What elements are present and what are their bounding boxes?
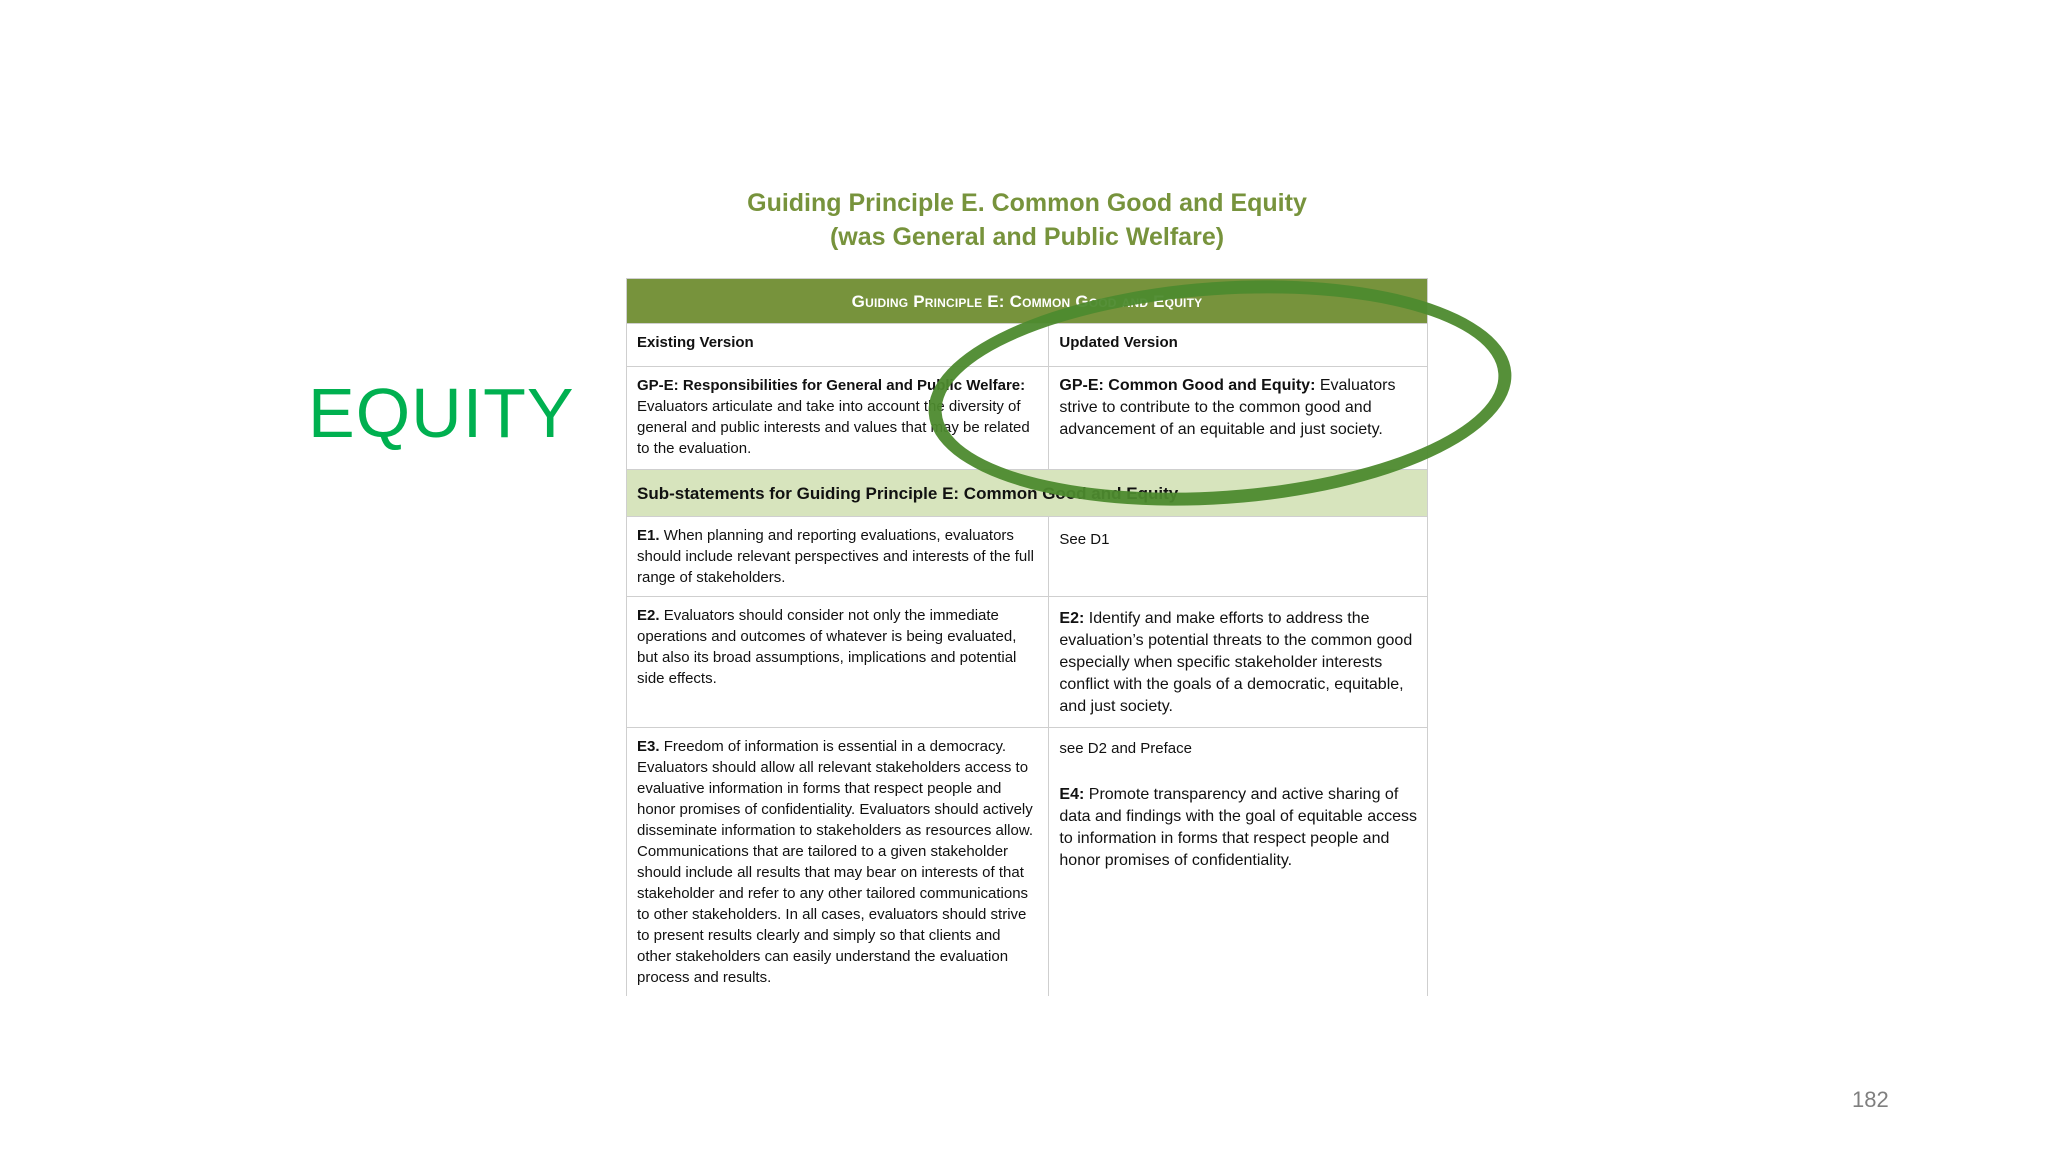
e3-updated-reference: see D2 and Preface	[1059, 740, 1192, 757]
column-header-updated: Updated Version	[1049, 324, 1428, 367]
spacer	[1059, 760, 1417, 784]
table-row	[627, 367, 1428, 470]
e3-existing-text: Freedom of information is essential in a democracy. Evaluators should allow all relevant stakeholders access to evaluative information in forms that respect people and honor promises of confidentiality. Evaluators should actively disseminate information to stakeholders as resources allow. Communications that are tailored to a given stakeholder should include all results that may bear on interests of that stakeholder and refer to any other tailored communications to other stakeholders. In all cases, evaluators should strive to present results clearly and simply so that clients and other stakeholders can easily understand the evaluation process and results.	[637, 738, 1034, 986]
e2-updated-label: E2:	[1059, 610, 1085, 627]
table-row	[627, 728, 1428, 997]
table-row	[627, 597, 1428, 728]
heading-line-2: (was General and Public Welfare)	[829, 223, 1225, 251]
gp-existing-text: Evaluators articulate and take into account the diversity of general and public interests and values that may be related to the evaluation.	[637, 398, 1030, 457]
e2-updated-text: Identify and make efforts to address the evaluation’s potential threats to the common good especially when specific stakeholder interests conflict with the goals of a democratic, equitable, and just society.	[1059, 610, 1413, 715]
column-header-existing: Existing Version	[627, 324, 1049, 367]
principle-table	[626, 278, 1428, 996]
e4-updated-label: E4:	[1059, 786, 1085, 803]
e3-updated-cell	[1049, 728, 1428, 997]
table-header: Guiding Principle E: Common Good and Equity	[627, 279, 1428, 324]
e2-updated-cell	[1049, 597, 1428, 728]
e1-existing-label: E1.	[637, 527, 660, 544]
gp-existing-cell	[627, 367, 1049, 470]
e2-existing-label: E2.	[637, 607, 660, 624]
gp-updated-text: Evaluators strive to contribute to the common good and advancement of an equitable and just society.	[1059, 377, 1396, 438]
gp-updated-cell	[1049, 367, 1428, 470]
slide-title: EQUITY	[308, 374, 575, 452]
gp-updated-label: GP-E: Common Good and Equity:	[1059, 377, 1316, 394]
page-number: 182	[1852, 1087, 1889, 1112]
gp-existing-label: GP-E: Responsibilities for General and Public Welfare:	[637, 377, 1026, 394]
heading-line-1: Guiding Principle E. Common Good and Equity	[747, 189, 1307, 217]
e1-updated-cell: See D1	[1049, 517, 1428, 597]
e1-existing-text: When planning and reporting evaluations, evaluators should include relevant perspectives and interests of the full range of stakeholders.	[637, 527, 1034, 586]
document-heading	[627, 186, 1427, 254]
e3-existing-label: E3.	[637, 738, 660, 755]
e2-existing-cell	[627, 597, 1049, 728]
substatements-header: Sub-statements for Guiding Principle E: Common Good and Equity	[627, 470, 1428, 517]
e3-existing-cell	[627, 728, 1049, 997]
table-row	[627, 517, 1428, 597]
e1-existing-cell	[627, 517, 1049, 597]
e4-updated-text: Promote transparency and active sharing of data and findings with the goal of equitable access to information in forms that respect people and honor promises of confidentiality.	[1059, 786, 1417, 869]
e2-existing-text: Evaluators should consider not only the immediate operations and outcomes of whatever is being evaluated, but also its broad assumptions, implications and potential side effects.	[637, 607, 1017, 687]
